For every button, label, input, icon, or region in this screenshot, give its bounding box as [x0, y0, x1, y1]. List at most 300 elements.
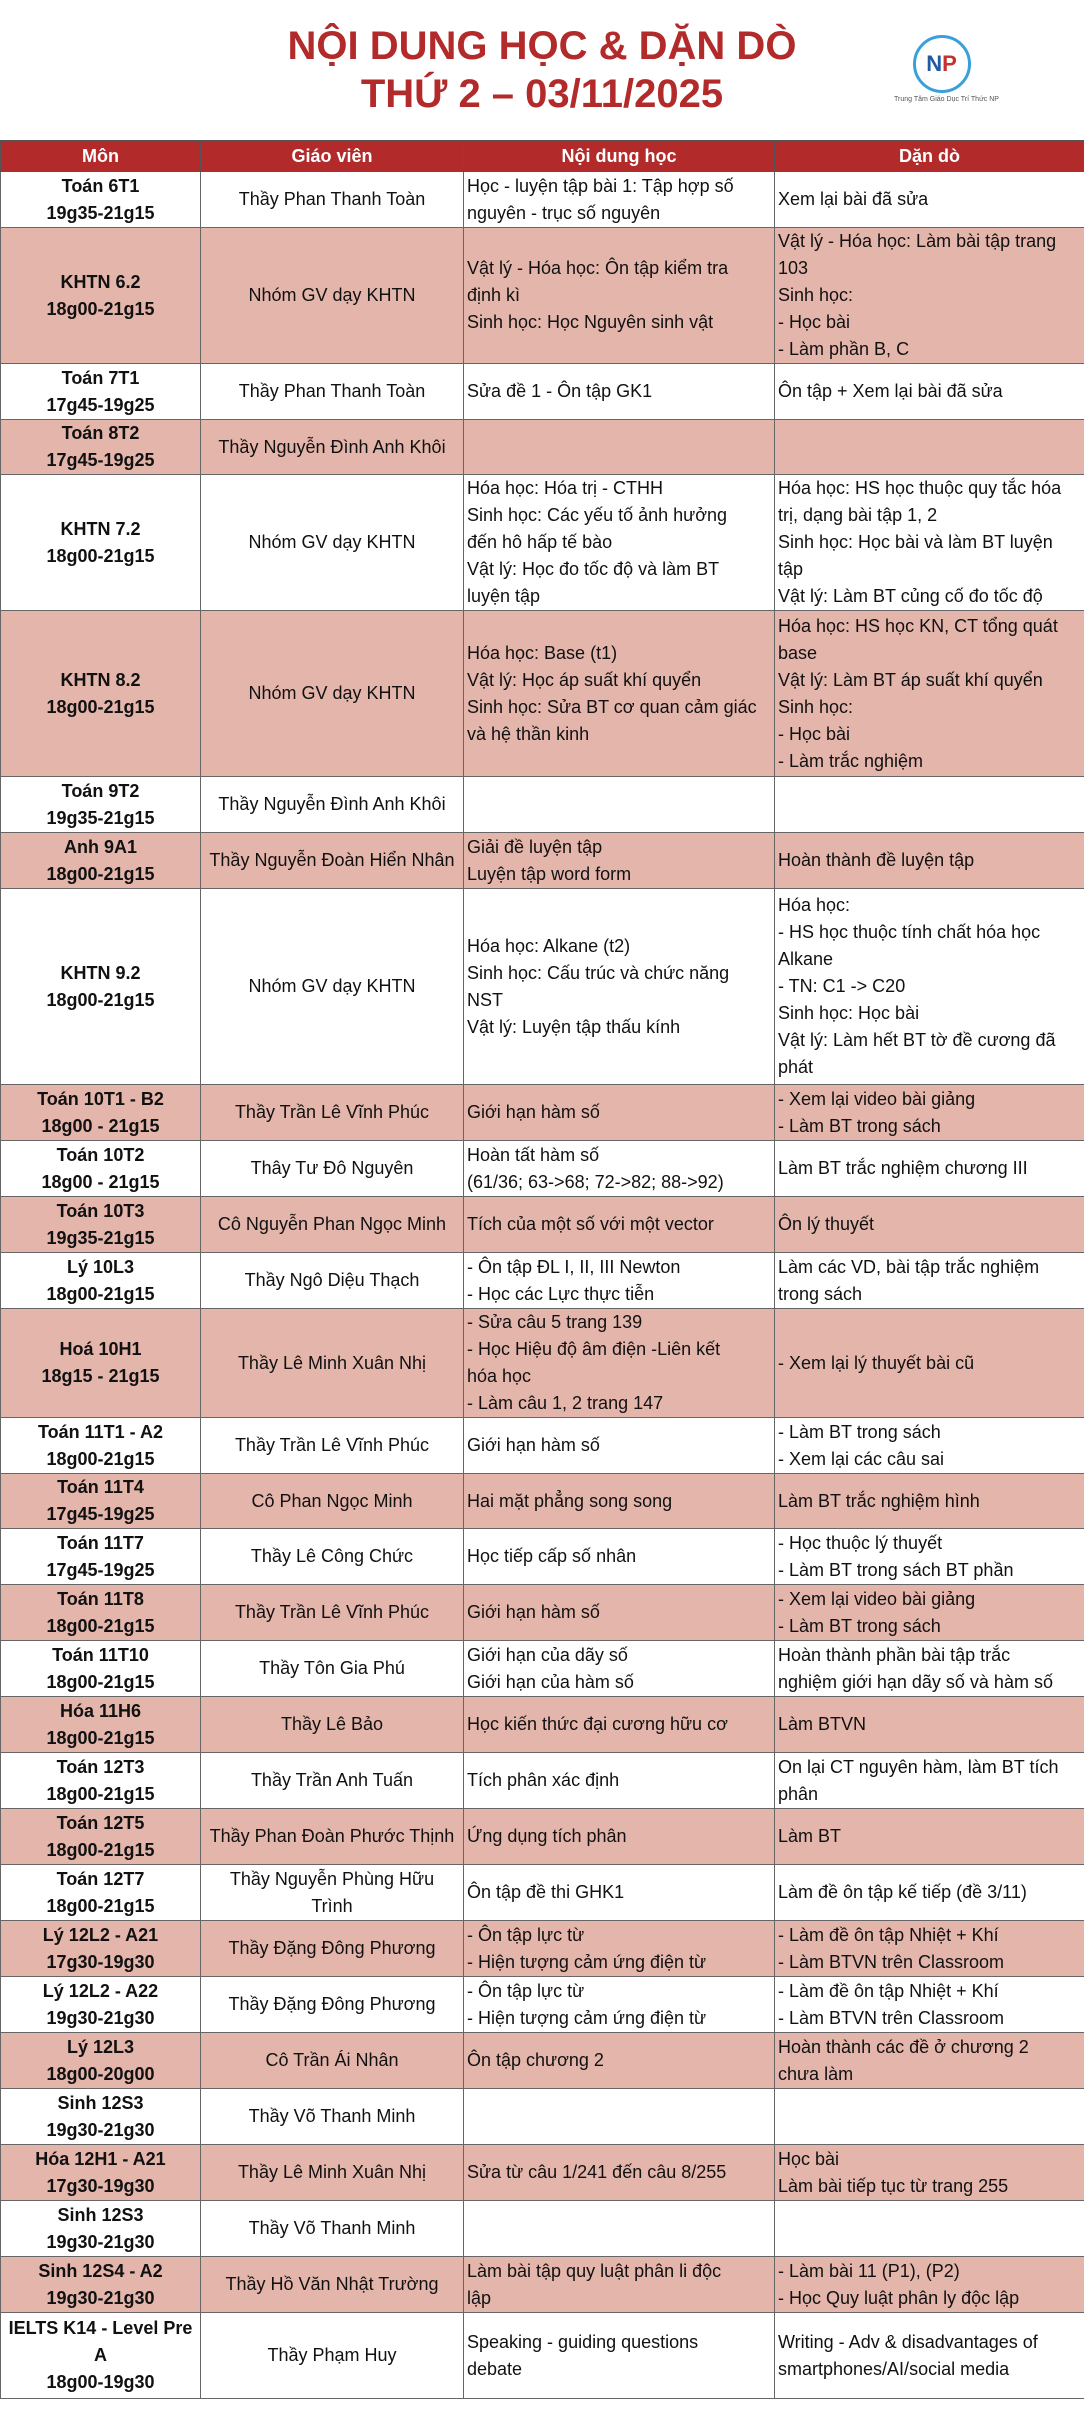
cell-dan-do: [775, 889, 1084, 1085]
cell-line: Lý 12L3: [66, 2036, 135, 2057]
cell-line: - Học Hiệu độ âm điện -Liên kết: [467, 1339, 721, 1359]
cell-line: Vật lý - Hóa học: Ôn tập kiểm tra: [467, 258, 729, 278]
cell-line: Toán 11T8: [57, 1588, 144, 1609]
cell-dan-do: [775, 2257, 1084, 2313]
cell-line: trong sách: [778, 1283, 863, 1304]
cell-line: - Xem lại video bài giảng: [778, 1088, 976, 1109]
cell-dan-do: [775, 2145, 1084, 2201]
table-row: [1, 2145, 1084, 2201]
cell-line: 17g45-19g25: [46, 394, 155, 415]
cell-line: Tích phân xác định: [467, 1770, 620, 1790]
cell-noi-dung: [464, 1309, 775, 1418]
cell-line: Vật lý: Làm hết BT tờ đề cương đã: [778, 1030, 1056, 1050]
cell-line: 17g45-19g25: [46, 450, 155, 470]
cell-mon: [1, 2145, 201, 2201]
cell-noi-dung: [464, 2033, 775, 2089]
cell-noi-dung: [464, 1753, 775, 1809]
cell-line: Hóa 11H6: [59, 1700, 142, 1721]
cell-line: - Làm đề ôn tập Nhiệt + Khí: [778, 1980, 999, 2001]
cell-dan-do: [775, 2033, 1084, 2089]
cell-line: 18g00-21g15: [46, 863, 155, 884]
header-noi-dung: Nội dung học: [464, 141, 775, 172]
cell-line: - HS học thuộc tính chất hóa học: [778, 922, 1041, 942]
cell-line: Nhóm GV dạy KHTN: [248, 285, 416, 305]
cell-line: và hệ thần kinh: [467, 723, 590, 744]
cell-noi-dung: [464, 1977, 775, 2033]
cell-mon: [1, 611, 201, 777]
cell-line: 18g00-21g15: [46, 1671, 155, 1692]
cell-dan-do: [775, 833, 1084, 889]
cell-line: Hóa học: Hóa trị - CTHH: [467, 478, 664, 498]
cell-line: Thầy Phạm Huy: [267, 2345, 397, 2365]
cell-line: - Làm BT trong sách: [778, 1615, 941, 1636]
cell-line: đến hô hấp tế bào: [467, 532, 613, 552]
cell-line: - Làm bài 11 (P1), (P2): [778, 2260, 960, 2281]
cell-line: - Xem lại các câu sai: [778, 1448, 945, 1469]
cell-line: Ôn tập + Xem lại bài đã sửa: [778, 381, 1003, 401]
cell-noi-dung: [464, 2145, 775, 2201]
cell-giao-vien: [201, 1253, 464, 1309]
cell-line: 18g00-21g15: [46, 1615, 155, 1636]
cell-giao-vien: [201, 1641, 464, 1697]
cell-line: Lý 12L2 - A22: [42, 1980, 159, 2001]
cell-mon: [1, 833, 201, 889]
cell-noi-dung: [464, 228, 775, 364]
cell-line: Giới hạn hàm số: [467, 1435, 600, 1455]
cell-line: 17g45-19g25: [46, 1559, 155, 1580]
cell-line: Cô Nguyễn Phan Ngọc Minh: [217, 1214, 447, 1234]
cell-line: Toán 12T7: [56, 1868, 145, 1889]
table-row: [1, 475, 1084, 611]
cell-line: - Làm phần B, C: [778, 339, 910, 359]
cell-line: Thầy Trần Lê Vĩnh Phúc: [234, 1602, 430, 1622]
cell-line: Toán 12T3: [56, 1756, 145, 1777]
cell-line: Làm bài tiếp tục từ trang 255: [778, 2175, 1009, 2196]
cell-noi-dung: [464, 889, 775, 1085]
cell-line: - Làm BTVN trên Classroom: [778, 2007, 1005, 2028]
cell-noi-dung: [464, 1197, 775, 1253]
table-row: [1, 1474, 1084, 1529]
cell-mon: [1, 1585, 201, 1641]
logo-caption: Trung Tâm Giáo Dục Trí Thức NP: [894, 96, 999, 103]
page-header: [0, 0, 1084, 140]
cell-giao-vien: [201, 1809, 464, 1865]
table-row: [1, 611, 1084, 777]
cell-line: Giải đề luyện tập: [467, 836, 603, 857]
cell-line: Luyện tập word form: [467, 863, 632, 884]
cell-dan-do: [775, 420, 1084, 475]
cell-line: Ôn tập chương 2: [467, 2050, 604, 2070]
cell-dan-do: [775, 2089, 1084, 2145]
logo-mark: N P: [913, 35, 971, 93]
cell-noi-dung: [464, 420, 775, 475]
cell-line: 18g00 - 21g15: [41, 1115, 160, 1136]
cell-line: Sinh học: Cấu trúc và chức năng: [467, 962, 730, 983]
cell-giao-vien: [201, 777, 464, 833]
cell-line: Vật lý: Làm BT áp suất khí quyển: [778, 669, 1043, 690]
cell-line: Vật lý: Học đo tốc độ và làm BT: [467, 559, 720, 579]
cell-giao-vien: [201, 1309, 464, 1418]
cell-line: 19g35-21g15: [46, 1227, 155, 1248]
cell-line: KHTN 8.2: [60, 669, 141, 690]
cell-line: IELTS K14 - Level Pre: [8, 2318, 193, 2338]
cell-line: - Học thuộc lý thuyết: [778, 1532, 943, 1553]
cell-line: Sinh 12S4 - A2: [38, 2260, 163, 2281]
cell-dan-do: [775, 172, 1084, 228]
cell-giao-vien: [201, 889, 464, 1085]
cell-dan-do: [775, 2201, 1084, 2257]
cell-giao-vien: [201, 2313, 464, 2399]
cell-mon: [1, 1921, 201, 1977]
cell-line: 17g45-19g25: [46, 1504, 155, 1524]
table-row: [1, 1753, 1084, 1809]
cell-noi-dung: [464, 2313, 775, 2399]
cell-line: Hoàn thành các đề ở chương 2: [778, 2036, 1029, 2057]
cell-line: - Học bài: [778, 312, 851, 332]
table-row: [1, 1977, 1084, 2033]
cell-line: Cô Trần Ái Nhân: [265, 2050, 399, 2070]
cell-giao-vien: [201, 420, 464, 475]
cell-line: phát: [778, 1057, 814, 1077]
cell-dan-do: [775, 611, 1084, 777]
cell-noi-dung: [464, 2089, 775, 2145]
cell-line: Xem lại bài đã sửa: [778, 189, 929, 209]
cell-dan-do: [775, 1697, 1084, 1753]
cell-giao-vien: [201, 1474, 464, 1529]
cell-line: 19g35-21g15: [46, 807, 155, 828]
cell-noi-dung: [464, 1921, 775, 1977]
cell-mon: [1, 1529, 201, 1585]
cell-line: Trình: [311, 1895, 353, 1916]
cell-line: Tích của một số với một vector: [467, 1214, 714, 1234]
cell-line: 19g30-21g30: [46, 2007, 155, 2028]
cell-giao-vien: [201, 611, 464, 777]
cell-line: - Học các Lực thực tiễn: [467, 1283, 655, 1304]
cell-line: 18g00-21g15: [46, 1283, 155, 1304]
cell-mon: [1, 1977, 201, 2033]
cell-mon: [1, 1418, 201, 1474]
cell-line: - Xem lại video bài giảng: [778, 1588, 976, 1609]
cell-giao-vien: [201, 475, 464, 611]
cell-mon: [1, 777, 201, 833]
cell-mon: [1, 1865, 201, 1921]
cell-dan-do: [775, 1253, 1084, 1309]
cell-giao-vien: [201, 2257, 464, 2313]
table-header-row: [1, 141, 1084, 172]
cell-noi-dung: [464, 1418, 775, 1474]
cell-giao-vien: [201, 1529, 464, 1585]
cell-line: Nhóm GV dạy KHTN: [248, 532, 416, 552]
cell-giao-vien: [201, 2033, 464, 2089]
cell-mon: [1, 1253, 201, 1309]
cell-line: Vật lý - Hóa học: Làm bài tập trang: [778, 231, 1057, 251]
cell-giao-vien: [201, 1753, 464, 1809]
title-line-2: THỨ 2 – 03/11/2025: [360, 72, 724, 116]
cell-giao-vien: [201, 1085, 464, 1141]
cell-dan-do: [775, 1418, 1084, 1474]
cell-line: - Học bài: [778, 723, 851, 744]
cell-mon: [1, 1753, 201, 1809]
table-row: [1, 228, 1084, 364]
cell-noi-dung: [464, 1529, 775, 1585]
cell-line: 18g15 - 21g15: [41, 1366, 160, 1386]
cell-mon: [1, 2089, 201, 2145]
cell-line: Hóa học: Alkane (t2): [467, 935, 631, 956]
cell-line: Thầy Phan Thanh Toàn: [238, 189, 426, 209]
cell-line: luyện tập: [467, 586, 541, 606]
cell-line: lập: [467, 2287, 492, 2308]
cell-mon: [1, 420, 201, 475]
cell-noi-dung: [464, 833, 775, 889]
cell-mon: [1, 475, 201, 611]
cell-line: - Làm trắc nghiệm: [778, 750, 924, 771]
table-row: [1, 777, 1084, 833]
table-row: [1, 1529, 1084, 1585]
cell-line: - Xem lại lý thuyết bài cũ: [778, 1352, 975, 1373]
cell-line: 19g35-21g15: [46, 202, 155, 223]
cell-line: Sinh học:: [778, 696, 854, 717]
cell-mon: [1, 889, 201, 1085]
cell-line: Thầy Lê Minh Xuân Nhị: [237, 1352, 427, 1373]
table-row: [1, 2257, 1084, 2313]
cell-dan-do: [775, 1585, 1084, 1641]
cell-line: 17g30-19g30: [46, 2175, 155, 2196]
table-row: [1, 2033, 1084, 2089]
cell-line: KHTN 9.2: [60, 962, 141, 983]
cell-line: Hoàn thành đề luyện tập: [778, 850, 975, 870]
cell-mon: [1, 1141, 201, 1197]
table-row: [1, 1921, 1084, 1977]
cell-line: 18g00-21g15: [46, 1448, 155, 1469]
table-row: [1, 889, 1084, 1085]
table-row: [1, 172, 1084, 228]
cell-dan-do: [775, 1309, 1084, 1418]
cell-dan-do: [775, 1977, 1084, 2033]
cell-mon: [1, 1085, 201, 1141]
cell-giao-vien: [201, 2089, 464, 2145]
cell-line: hóa học: [467, 1366, 532, 1386]
cell-line: phân: [778, 1783, 819, 1804]
cell-line: Toán 11T7: [57, 1532, 144, 1553]
cell-mon: [1, 2313, 201, 2399]
cell-line: Học bài: [778, 2148, 840, 2169]
cell-mon: [1, 1197, 201, 1253]
table-row: [1, 1865, 1084, 1921]
cell-line: - Làm câu 1, 2 trang 147: [467, 1393, 664, 1413]
cell-line: Làm BT trắc nghiệm hình: [778, 1490, 980, 1511]
cell-noi-dung: [464, 1809, 775, 1865]
cell-line: Toán 10T3: [56, 1200, 145, 1221]
cell-line: Toán 10T1 - B2: [37, 1088, 164, 1109]
table-row: [1, 2313, 1084, 2399]
table-row: [1, 1641, 1084, 1697]
cell-dan-do: [775, 228, 1084, 364]
cell-line: Thầy Nguyễn Phùng Hữu: [229, 1868, 435, 1889]
cell-dan-do: [775, 1141, 1084, 1197]
cell-line: Hoàn thành phần bài tập trắc: [778, 1644, 1011, 1665]
cell-noi-dung: [464, 1865, 775, 1921]
cell-line: Học - luyện tập bài 1: Tập hợp số: [467, 175, 734, 196]
cell-line: Thầy Lê Công Chức: [250, 1546, 414, 1566]
cell-line: Toán 8T2: [61, 423, 140, 443]
cell-dan-do: [775, 1753, 1084, 1809]
header-mon: Môn: [1, 141, 201, 172]
cell-dan-do: [775, 1921, 1084, 1977]
cell-line: - Ôn tập lực từ: [467, 1980, 585, 2001]
cell-line: Hai mặt phẳng song song: [467, 1490, 673, 1511]
cell-line: Anh 9A1: [63, 836, 137, 857]
cell-line: debate: [467, 2358, 523, 2379]
cell-noi-dung: [464, 1697, 775, 1753]
cell-line: nguyên - trục số nguyên: [467, 202, 661, 223]
cell-line: Thầy Lê Minh Xuân Nhị: [237, 2162, 427, 2182]
cell-giao-vien: [201, 172, 464, 228]
cell-line: Ứng dụng tích phân: [467, 1826, 627, 1846]
cell-line: smartphones/AI/social media: [778, 2358, 1010, 2379]
cell-line: Hóa học: HS học thuộc quy tắc hóa: [778, 478, 1062, 498]
cell-giao-vien: [201, 1697, 464, 1753]
cell-line: - Hiện tượng cảm ứng điện từ: [467, 2007, 707, 2028]
cell-line: Sinh học: Học bài và làm BT luyện: [778, 532, 1053, 552]
cell-mon: [1, 1641, 201, 1697]
cell-noi-dung: [464, 1141, 775, 1197]
cell-line: Giới hạn hàm số: [467, 1602, 600, 1622]
cell-dan-do: [775, 1529, 1084, 1585]
cell-dan-do: [775, 1809, 1084, 1865]
cell-line: Vật lý: Làm BT củng cố đo tốc độ: [778, 586, 1043, 606]
cell-line: Hóa học: HS học KN, CT tổng quát: [778, 615, 1058, 636]
cell-line: Sửa đề 1 - Ôn tập GK1: [467, 381, 653, 401]
cell-dan-do: [775, 1641, 1084, 1697]
cell-line: - TN: C1 -> C20: [778, 976, 906, 996]
cell-dan-do: [775, 777, 1084, 833]
table-row: [1, 2089, 1084, 2145]
table-row: [1, 1309, 1084, 1418]
cell-line: 18g00-19g30: [46, 2372, 155, 2392]
cell-line: Thầy Võ Thanh Minh: [248, 2106, 416, 2126]
cell-line: Sinh học: Sửa BT cơ quan cảm giác: [467, 696, 757, 717]
cell-dan-do: [775, 1085, 1084, 1141]
cell-mon: [1, 2201, 201, 2257]
cell-line: định kì: [467, 285, 521, 305]
cell-line: Sửa từ câu 1/241 đến câu 8/255: [467, 2162, 727, 2182]
cell-line: - Làm BT trong sách BT phần: [778, 1559, 1014, 1580]
logo: [894, 35, 999, 103]
cell-line: Học kiến thức đại cương hữu cơ: [467, 1714, 728, 1734]
header-dan-do: Dặn dò: [775, 141, 1084, 172]
cell-line: Giới hạn hàm số: [467, 1102, 600, 1122]
cell-line: Vật lý: Học áp suất khí quyển: [467, 669, 702, 690]
cell-line: Lý 12L2 - A21: [42, 1924, 159, 1945]
table-row: [1, 364, 1084, 420]
cell-line: Làm các VD, bài tập trắc nghiệm: [778, 1256, 1040, 1277]
table-row: [1, 1197, 1084, 1253]
cell-line: 18g00-21g15: [46, 298, 155, 319]
cell-line: Hoá 10H1: [59, 1339, 142, 1359]
cell-line: Thầy Nguyễn Đình Anh Khôi: [218, 794, 446, 814]
cell-mon: [1, 1474, 201, 1529]
cell-line: Thầy Trần Lê Vĩnh Phúc: [234, 1102, 430, 1122]
cell-dan-do: [775, 364, 1084, 420]
cell-noi-dung: [464, 611, 775, 777]
cell-line: - Ôn tập lực từ: [467, 1924, 585, 1945]
cell-line: 18g00-21g15: [46, 696, 155, 717]
cell-line: 17g30-19g30: [46, 1951, 155, 1972]
cell-line: 19g30-21g30: [46, 2231, 155, 2252]
cell-line: Toán 10T2: [56, 1144, 145, 1165]
cell-mon: [1, 1809, 201, 1865]
cell-line: - Ôn tập ĐL I, II, III Newton: [467, 1256, 681, 1277]
cell-line: Thầy Nguyễn Đoàn Hiển Nhân: [209, 850, 455, 870]
cell-line: Thầy Võ Thanh Minh: [248, 2218, 416, 2238]
cell-line: Giới hạn của hàm số: [467, 1671, 634, 1692]
cell-dan-do: [775, 475, 1084, 611]
cell-line: Làm đề ôn tập kế tiếp (đề 3/11): [778, 1882, 1027, 1902]
cell-noi-dung: [464, 364, 775, 420]
cell-line: Sinh học:: [778, 285, 854, 305]
cell-line: Toán 11T4: [57, 1477, 144, 1497]
cell-line: - Sửa câu 5 trang 139: [467, 1312, 643, 1332]
table-row: [1, 1418, 1084, 1474]
cell-line: 18g00-21g15: [46, 989, 155, 1010]
cell-giao-vien: [201, 833, 464, 889]
cell-noi-dung: [464, 777, 775, 833]
cell-giao-vien: [201, 1141, 464, 1197]
cell-line: Ôn lý thuyết: [778, 1214, 875, 1234]
cell-dan-do: [775, 2313, 1084, 2399]
cell-noi-dung: [464, 2257, 775, 2313]
cell-line: Toán 7T1: [61, 367, 140, 388]
header-giao-vien: Giáo viên: [201, 141, 464, 172]
cell-line: base: [778, 642, 818, 663]
cell-line: Làm BTVN: [778, 1714, 867, 1734]
cell-line: - Hiện tượng cảm ứng điện từ: [467, 1951, 707, 1972]
cell-line: Lý 10L3: [66, 1256, 135, 1277]
cell-line: Làm BT: [778, 1826, 842, 1846]
table-row: [1, 1809, 1084, 1865]
cell-line: - Làm BT trong sách: [778, 1115, 941, 1136]
cell-noi-dung: [464, 1585, 775, 1641]
cell-noi-dung: [464, 2201, 775, 2257]
cell-line: 19g30-21g30: [46, 2287, 155, 2308]
cell-line: 18g00-21g15: [46, 545, 155, 566]
table-row: [1, 833, 1084, 889]
table-row: [1, 420, 1084, 475]
cell-line: Thầy Ngô Diệu Thạch: [244, 1270, 420, 1290]
cell-line: Hóa học: Base (t1): [467, 642, 618, 663]
cell-line: Cô Phan Ngọc Minh: [251, 1490, 413, 1511]
cell-line: - Làm BTVN trên Classroom: [778, 1951, 1005, 1972]
cell-line: Speaking - guiding questions: [467, 2331, 699, 2352]
cell-noi-dung: [464, 1641, 775, 1697]
cell-line: chưa làm: [778, 2063, 854, 2084]
schedule-table: [0, 140, 1084, 2399]
table-row: [1, 2201, 1084, 2257]
cell-dan-do: [775, 1865, 1084, 1921]
table-row: [1, 1253, 1084, 1309]
cell-noi-dung: [464, 1085, 775, 1141]
cell-mon: [1, 2257, 201, 2313]
cell-noi-dung: [464, 475, 775, 611]
cell-line: Toán 6T1: [61, 175, 140, 196]
cell-giao-vien: [201, 1865, 464, 1921]
cell-dan-do: [775, 1474, 1084, 1529]
cell-line: - Làm BT trong sách: [778, 1421, 941, 1442]
cell-line: Hoàn tất hàm số: [467, 1144, 600, 1165]
cell-giao-vien: [201, 2145, 464, 2201]
cell-line: Sinh học: Các yếu tố ảnh hưởng: [467, 505, 728, 525]
cell-line: Thầy Đặng Đông Phương: [228, 1938, 436, 1958]
